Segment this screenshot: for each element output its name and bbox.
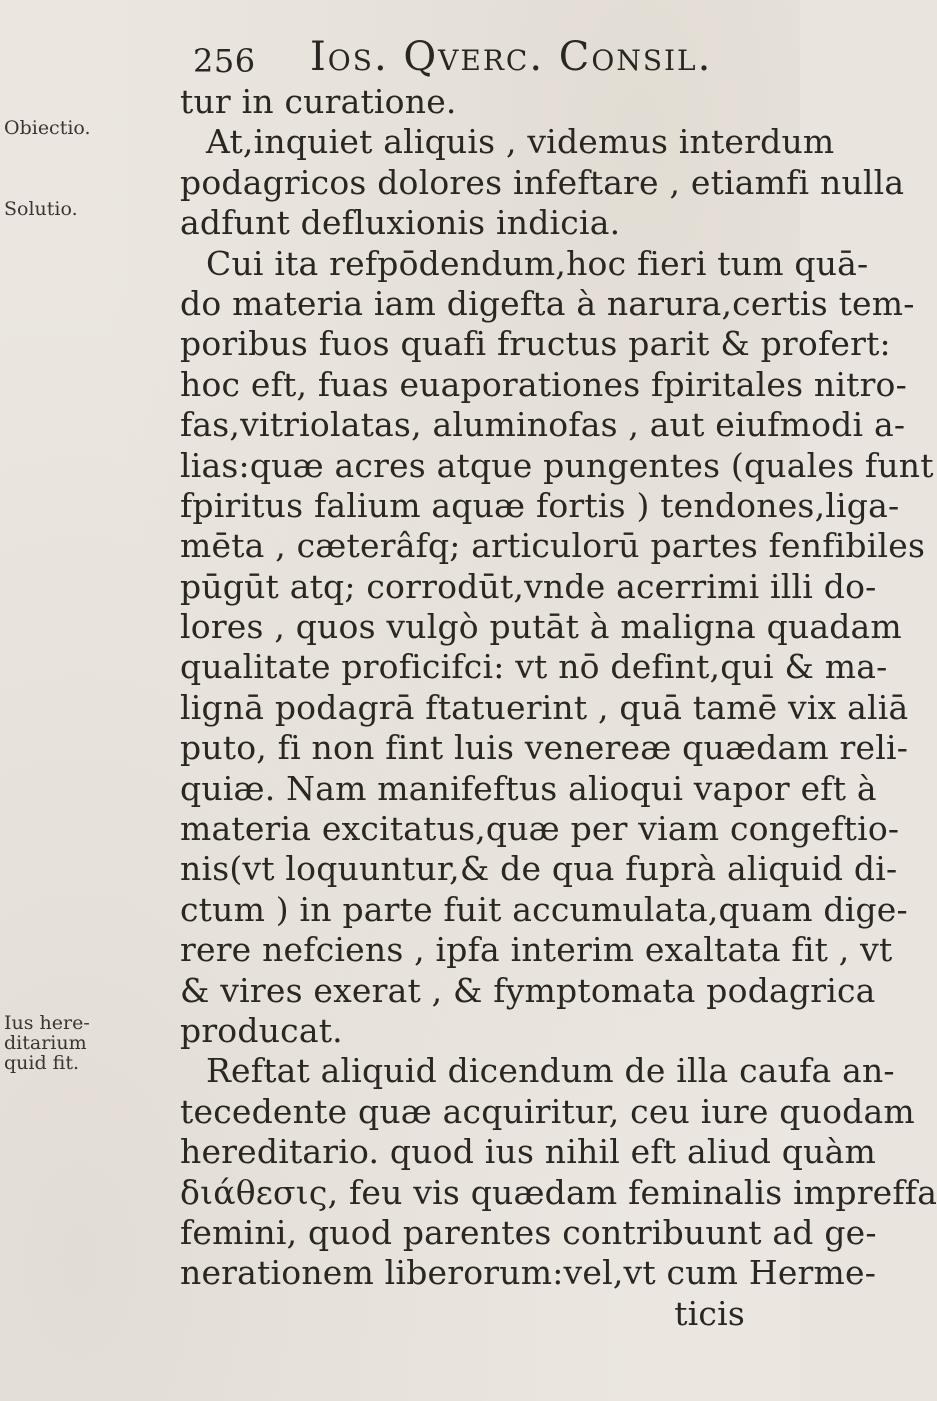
text-line: hoc eft, fuas euaporationes fpiritales nitro- [180, 364, 907, 404]
text-line: materia excitatus,quæ per viam congeftio- [180, 809, 900, 849]
page-number: 256 [193, 42, 256, 80]
text-line: quiæ. Nam manifeftus alioqui vapor eft à [180, 768, 877, 808]
text-line: At,inquiet aliquis , videmus interdum [206, 122, 835, 162]
text-line: fas,vitriolatas, aluminofas , aut eiufmodi a- [180, 405, 906, 445]
text-line: διάθεσις, feu vis quædam feminalis impreffa [180, 1172, 937, 1212]
margin-note-ius-hereditarium [4, 1013, 90, 1073]
margin-note-line: ditarium [4, 1032, 87, 1054]
text-line: do materia iam digefta à narura,certis tem- [180, 283, 915, 323]
text-line: nis(vt loquuntur,& de qua fuprà aliquid di- [180, 849, 898, 889]
text-line: producat. [180, 1010, 343, 1050]
text-line: podagricos dolores infeftare , etiamfi nulla [180, 162, 905, 202]
margin-note-line: quid fit. [4, 1052, 80, 1074]
text-line: ctum ) in parte fuit accumulata,quam dige- [180, 889, 908, 929]
page-header [0, 34, 800, 84]
text-line: nerationem liberorum:vel,vt cum Herme- [180, 1253, 877, 1293]
text-line: & vires exerat , & fymptomata podagrica [180, 970, 876, 1010]
text-line: Cui ita refpōdendum,hoc fieri tum quā- [206, 243, 869, 283]
running-head: Ios. Qverc. Consil. [310, 34, 713, 80]
margin-note-solutio: Solutio. [4, 198, 78, 220]
body-text [180, 82, 937, 1334]
margin-note-line: Ius here- [4, 1012, 90, 1034]
text-line: mēta , cæterâfq; articulorū partes fenfibiles [180, 526, 926, 566]
text-line: poribus fuos quafi fructus parit & profert: [180, 324, 891, 364]
text-line: rere nefciens , ipfa interim exaltata fit , vt [180, 930, 893, 970]
text-line: tecedente quæ acquiritur, ceu iure quodam [180, 1091, 915, 1131]
margin-note-objectio: Obiectio. [4, 117, 91, 139]
text-line: lias:quæ acres atque pungentes (quales funt [180, 445, 934, 485]
text-line: hereditario. quod ius nihil eft aliud quàm [180, 1132, 876, 1172]
text-line: lignā podagrā ftatuerint , quā tamē vix aliā [180, 687, 909, 727]
text-line: Reftat aliquid dicendum de illa caufa an- [206, 1051, 895, 1091]
catchword: ticis [674, 1293, 745, 1333]
text-line: qualitate proficifci: vt nō defint,qui & ma- [180, 647, 888, 687]
text-line: pūgūt atq; corrodūt,vnde acerrimi illi do- [180, 566, 877, 606]
text-line: puto, fi non fint luis venereæ quædam reli- [180, 728, 909, 768]
text-line: femini, quod parentes contribuunt ad ge- [180, 1212, 877, 1252]
text-line: adfunt defluxionis indicia. [180, 203, 621, 243]
text-line: tur in curatione. [180, 82, 457, 121]
text-line: fpiritus falium aquæ fortis ) tendones,liga- [180, 485, 900, 525]
text-line: lores , quos vulgò putāt à maligna quadam [180, 607, 902, 647]
